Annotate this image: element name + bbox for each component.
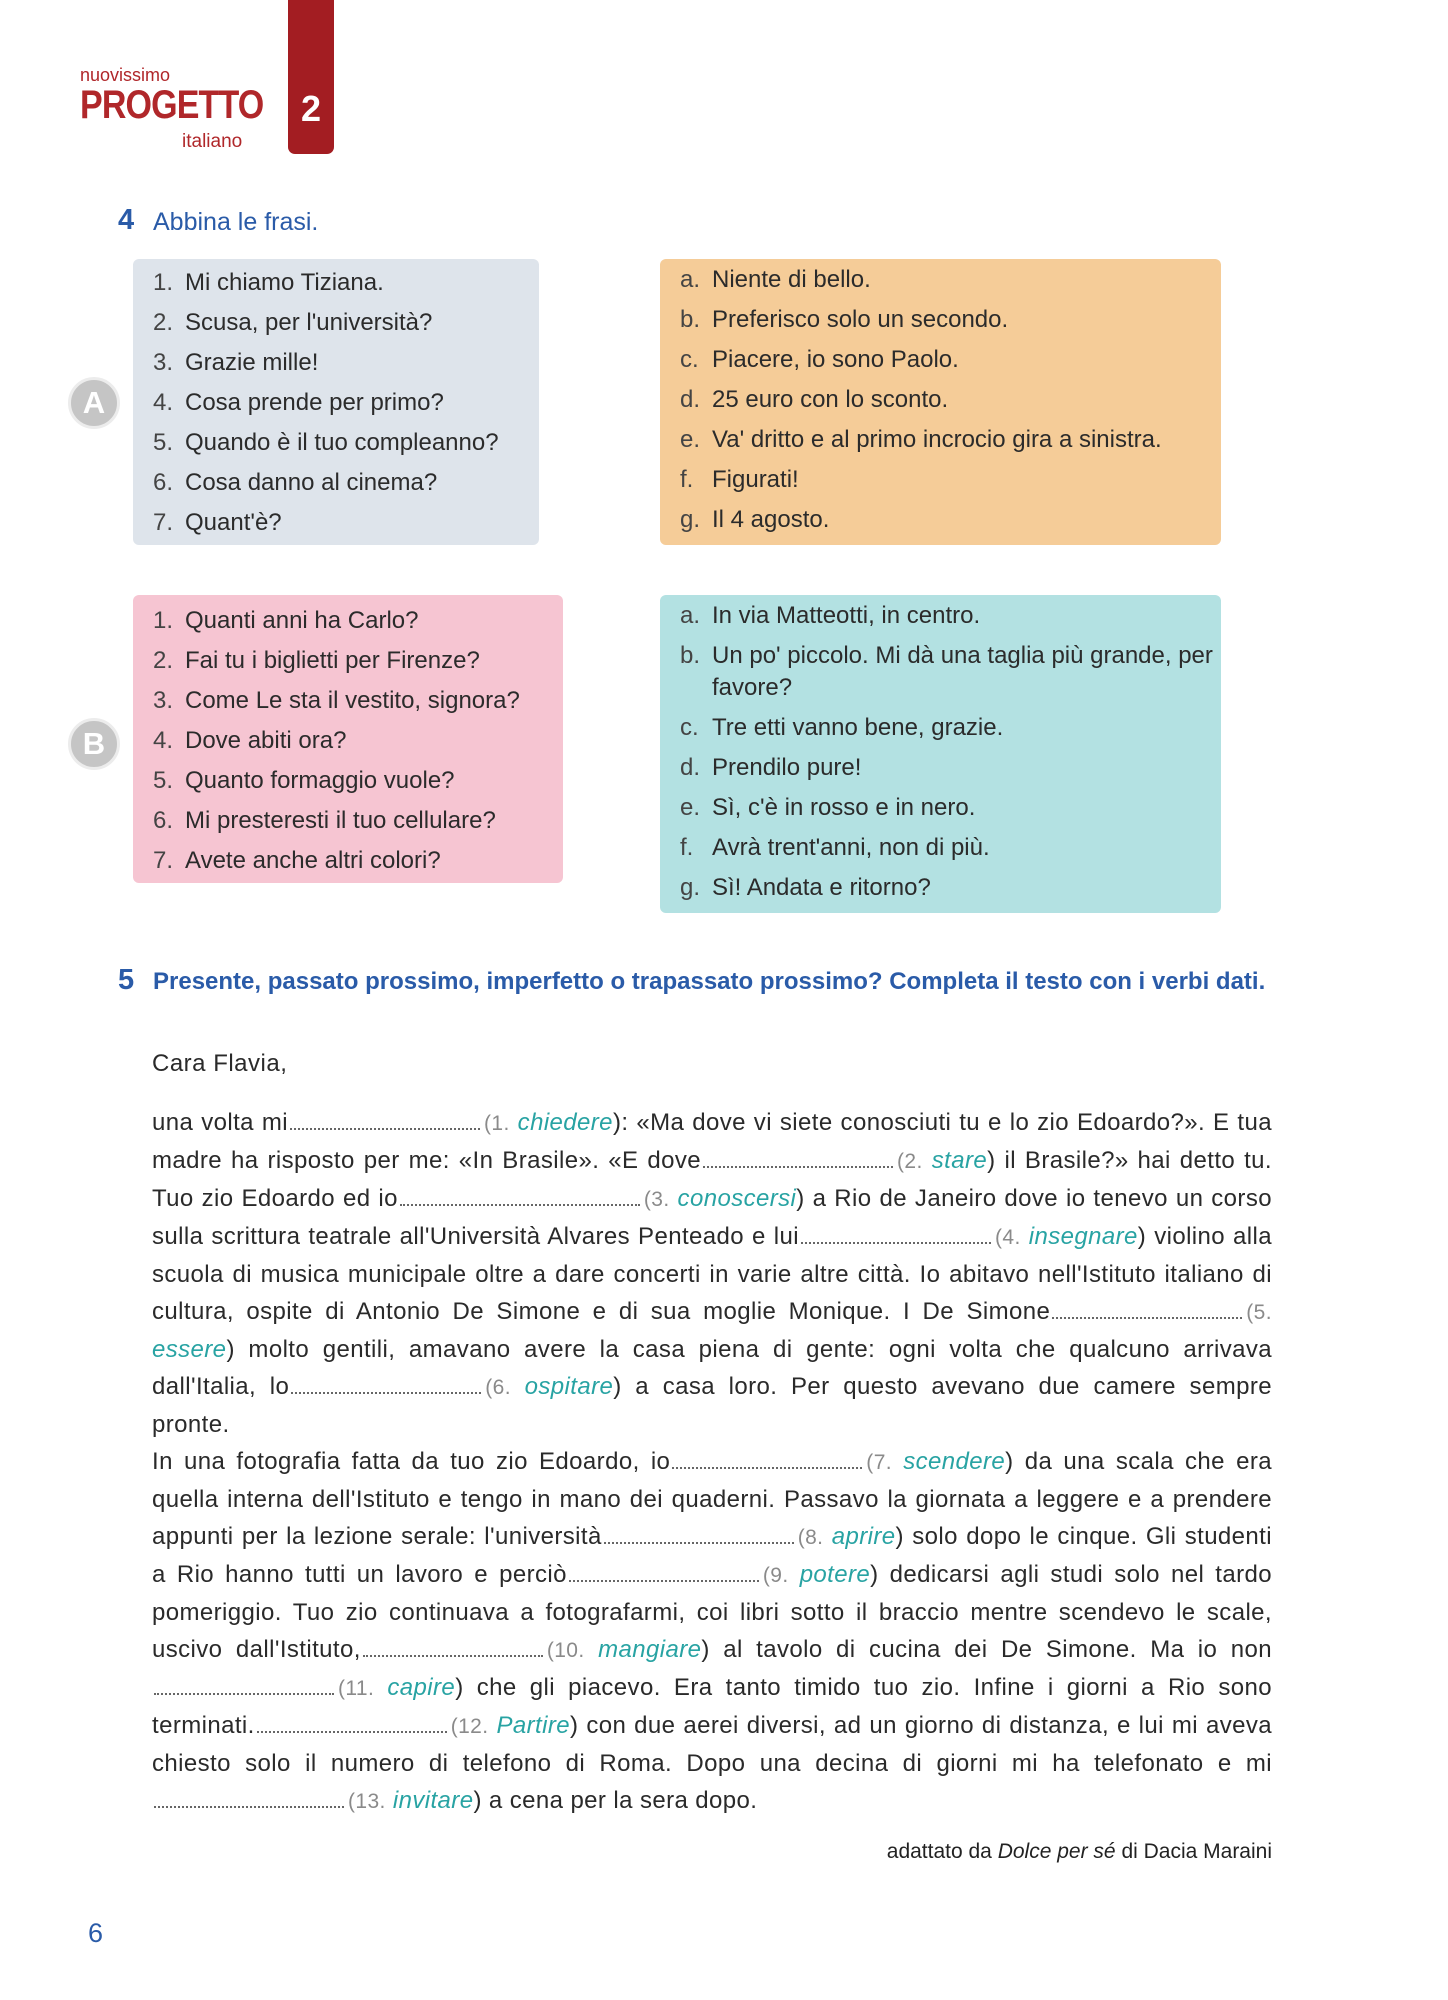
gap-number: (6. <box>485 1376 511 1399</box>
blank-field[interactable] <box>291 1368 481 1394</box>
list-item <box>660 260 1221 300</box>
item-marker: 4. <box>153 727 174 754</box>
gap-verb: insegnare <box>1028 1223 1138 1250</box>
list-item <box>660 300 1221 340</box>
item-text: Preferisco solo un secondo. <box>712 306 1009 333</box>
gap-verb: Partire <box>496 1712 570 1739</box>
source-citation <box>887 1840 1272 1864</box>
list-item <box>660 420 1221 460</box>
gap-number: (8. <box>797 1526 824 1549</box>
letter-text: ) che gli piacevo. Era tanto timido tuo zio. Infine i giorni a Rio sono terminati. <box>152 1674 1272 1739</box>
item-marker: 6. <box>153 469 174 496</box>
letter-text: ) da una scala che era quella interna dell'Istituto e tengo in mano dei quaderni. Passavo la giornata a leggere e a prendere appunti per la lezione serale: l'università <box>152 1448 1272 1550</box>
item-marker: 3. <box>153 349 174 376</box>
letter-text: ): «Ma dove vi siete conosciuti tu e lo zio Edoardo?». E tua madre ha risposto per me: «In Brasile». «E dove <box>152 1109 1272 1174</box>
gap-number: (10. <box>546 1639 585 1662</box>
level-number: 2 <box>300 88 322 129</box>
logo-line1: nuovissimo <box>80 65 171 85</box>
item-marker: f. <box>680 466 694 493</box>
group-b-questions <box>133 601 563 881</box>
item-text: Figurati! <box>712 466 799 493</box>
list-item <box>133 761 563 801</box>
item-text: Sì! Andata e ritorno? <box>712 874 931 901</box>
group-b-badge <box>68 718 120 770</box>
blank-field[interactable] <box>569 1556 759 1582</box>
letter-text: ) al tavolo di cucina dei De Simone. Ma io non <box>701 1636 1272 1663</box>
gap-verb: ospitare <box>524 1373 614 1400</box>
letter-text: ) con due aerei diversi, ad un giorno di distanza, e lui mi aveva chiesto solo il numero di telefono di Roma. Dopo una decina di giorni mi ha telefonato e mi <box>152 1712 1272 1777</box>
logo-line3: italiano <box>182 131 243 152</box>
item-text: Fai tu i biglietti per Firenze? <box>185 647 480 674</box>
blank-field[interactable] <box>154 1669 334 1695</box>
group-a-questions-box <box>133 259 539 545</box>
blank-field[interactable] <box>257 1707 447 1733</box>
list-item <box>133 601 563 641</box>
group-b-label: B <box>82 726 106 761</box>
letter-text: In una fotografia fatta da tuo zio Edoardo, io <box>152 1448 671 1475</box>
gap-number: (3. <box>643 1188 670 1211</box>
item-text: Quanto formaggio vuole? <box>185 767 455 794</box>
list-item <box>660 380 1221 420</box>
gap-number: (11. <box>338 1677 375 1700</box>
item-text: Dove abiti ora? <box>185 727 347 754</box>
gap-verb: potere <box>799 1561 871 1588</box>
item-marker: 1. <box>153 269 174 296</box>
item-marker: 3. <box>153 687 174 714</box>
exercise-5-title: Presente, passato prossimo, imperfetto o trapassato prossimo? Completa il testo con i verbi dati. <box>153 968 1266 995</box>
letter-text: ) solo dopo le cinque. Gli studenti a Rio hanno tutti un lavoro e perciò <box>152 1523 1272 1588</box>
gap-number: (5. <box>1246 1301 1272 1324</box>
blank-field[interactable] <box>672 1443 862 1469</box>
group-a-badge <box>68 377 120 429</box>
list-item <box>660 636 1221 708</box>
gap-verb: mangiare <box>598 1636 702 1663</box>
blank-field[interactable] <box>703 1142 893 1168</box>
item-text: Piacere, io sono Paolo. <box>712 346 959 373</box>
list-item <box>133 343 539 383</box>
gap-number: (1. <box>483 1112 510 1135</box>
item-marker: e. <box>680 426 701 453</box>
item-text: Quando è il tuo compleanno? <box>185 429 499 456</box>
item-text: Un po' piccolo. Mi dà una taglia più grande, per favore? <box>712 642 1213 701</box>
item-text: Grazie mille! <box>185 349 319 376</box>
item-text: Tre etti vanno bene, grazie. <box>712 714 1004 741</box>
list-item <box>133 801 563 841</box>
gap-number: (13. <box>348 1790 386 1813</box>
item-marker: 7. <box>153 509 174 536</box>
group-b-answers <box>660 596 1221 908</box>
blank-field[interactable] <box>1052 1293 1242 1319</box>
exercise-5-number: 5 <box>118 964 135 996</box>
item-text: Va' dritto e al primo incrocio gira a sinistra. <box>712 426 1162 453</box>
list-item <box>133 263 539 303</box>
source-prefix: adattato da <box>886 1840 992 1863</box>
group-a-answers <box>660 260 1221 540</box>
letter-text: una volta mi <box>152 1109 288 1136</box>
letter-text: ) a casa loro. Per questo avevano due camere sempre pronte. <box>152 1373 1272 1438</box>
letter-text: ) molto gentili, amavano avere la casa piena di gente: ogni volta che qualcuno arrivava dall'Italia, lo <box>152 1336 1272 1400</box>
list-item <box>660 828 1221 868</box>
group-a-label: A <box>82 385 106 420</box>
item-text: Mi chiamo Tiziana. <box>185 269 384 296</box>
letter-text: ) violino alla scuola di musica municipale oltre a dare concerti in varie altre città. Io abitavo nell'Istituto italiano di cultura, ospite di Antonio De Simone e di sua moglie Monique. I De Simone <box>152 1223 1273 1325</box>
list-item <box>660 748 1221 788</box>
item-marker: 5. <box>153 767 174 794</box>
item-text: Prendilo pure! <box>712 754 862 781</box>
item-text: In via Matteotti, in centro. <box>712 602 981 629</box>
list-item <box>660 460 1221 500</box>
list-item <box>660 596 1221 636</box>
item-text: Quant'è? <box>185 509 282 536</box>
item-text: Cosa danno al cinema? <box>185 469 438 496</box>
item-marker: 7. <box>153 847 174 874</box>
blank-field[interactable] <box>400 1180 640 1206</box>
item-marker: g. <box>680 506 701 533</box>
item-marker: a. <box>680 602 701 629</box>
item-marker: c. <box>680 714 699 741</box>
gap-number: (4. <box>995 1226 1021 1249</box>
list-item <box>660 500 1221 540</box>
group-a-answers-box <box>660 259 1221 545</box>
item-text: Mi presteresti il tuo cellulare? <box>185 807 496 834</box>
letter-greeting: Cara Flavia, <box>152 1050 288 1077</box>
item-marker: g. <box>680 874 701 901</box>
gap-number: (7. <box>866 1451 893 1474</box>
blank-field[interactable] <box>290 1104 480 1130</box>
item-text: Il 4 agosto. <box>712 506 830 533</box>
item-text: Come Le sta il vestito, signora? <box>185 687 520 714</box>
gap-verb: capire <box>387 1674 456 1701</box>
item-marker: d. <box>680 754 701 781</box>
list-item <box>660 340 1221 380</box>
item-marker: b. <box>680 306 701 333</box>
item-marker: f. <box>680 834 694 861</box>
item-marker: d. <box>680 386 701 413</box>
gap-verb: scendere <box>903 1448 1006 1475</box>
gap-number: (9. <box>762 1564 789 1587</box>
item-text: Sì, c'è in rosso e in nero. <box>712 794 976 821</box>
letter-body <box>152 1104 1272 1820</box>
letter-text: ) a Rio de Janeiro dove io tenevo un corso sulla scrittura teatrale all'Università Alvares Penteado e lui <box>152 1185 1272 1250</box>
blank-field[interactable] <box>801 1218 991 1244</box>
list-item <box>133 681 563 721</box>
list-item <box>133 423 539 463</box>
list-item <box>133 383 539 423</box>
list-item <box>133 503 539 543</box>
item-text: 25 euro con lo sconto. <box>712 386 949 413</box>
gap-verb: essere <box>152 1336 227 1363</box>
item-text: Cosa prende per primo? <box>185 389 444 416</box>
source-title: Dolce per sé <box>997 1840 1116 1863</box>
item-marker: 2. <box>153 647 174 674</box>
letter <box>152 1050 1272 1820</box>
item-text: Scusa, per l'università? <box>185 309 433 336</box>
item-text: Avete anche altri colori? <box>185 847 441 874</box>
gap-verb: stare <box>931 1147 988 1174</box>
exercise-4-title: Abbina le frasi. <box>153 208 319 236</box>
item-marker: c. <box>680 346 699 373</box>
source-suffix: di Dacia Maraini <box>1121 1840 1272 1863</box>
gap-verb: conoscersi <box>677 1185 797 1212</box>
blank-field[interactable] <box>604 1518 794 1544</box>
item-text: Niente di bello. <box>712 266 871 293</box>
item-text: Quanti anni ha Carlo? <box>185 607 419 634</box>
gap-verb: chiedere <box>517 1109 613 1136</box>
logo <box>80 65 270 152</box>
blank-field[interactable] <box>154 1782 344 1808</box>
list-item <box>133 303 539 343</box>
group-b-questions-box <box>133 595 563 883</box>
blank-field[interactable] <box>363 1631 543 1657</box>
group-b-answers-box <box>660 595 1221 913</box>
letter-text: ) a cena per la sera dopo. <box>473 1787 758 1814</box>
list-item <box>133 641 563 681</box>
gap-number: (2. <box>897 1150 923 1173</box>
list-item <box>133 463 539 503</box>
item-marker: b. <box>680 642 701 669</box>
item-marker: 4. <box>153 389 174 416</box>
gap-verb: aprire <box>831 1523 896 1550</box>
item-marker: 6. <box>153 807 174 834</box>
list-item <box>133 721 563 761</box>
item-marker: 1. <box>153 607 174 634</box>
letter-text: ) il Brasile?» hai detto tu. Tuo zio Edoardo ed io <box>152 1147 1272 1212</box>
list-item <box>660 868 1221 908</box>
letter-text: ) dedicarsi agli studi solo nel tardo pomeriggio. Tuo zio continuava a fotografarmi, coi libri sotto il braccio mentre scendevo le scale, uscivo dall'Istituto, <box>152 1561 1272 1663</box>
item-marker: 5. <box>153 429 174 456</box>
gap-verb: invitare <box>392 1787 474 1814</box>
group-a-questions <box>133 263 539 543</box>
list-item <box>660 708 1221 748</box>
item-text: Avrà trent'anni, non di più. <box>712 834 990 861</box>
level-tab <box>288 0 334 154</box>
logo-line2: PROGETTO <box>80 83 264 127</box>
item-marker: e. <box>680 794 701 821</box>
item-marker: 2. <box>153 309 174 336</box>
exercise-4-number: 4 <box>118 204 135 236</box>
list-item <box>133 841 563 881</box>
item-marker: a. <box>680 266 701 293</box>
page-number: 6 <box>88 1918 104 1948</box>
gap-number: (12. <box>450 1715 489 1738</box>
list-item <box>660 788 1221 828</box>
